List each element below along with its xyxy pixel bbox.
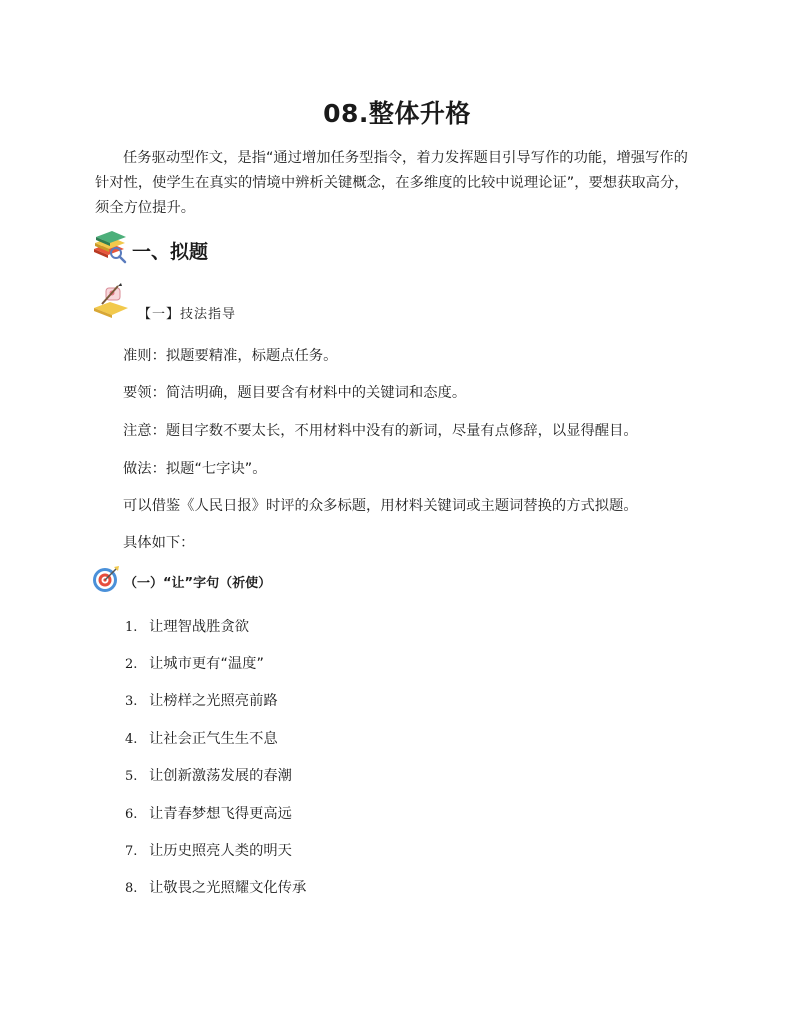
list-item: 4. 让社会正气生生不息 — [125, 731, 278, 747]
subsection-heading-2 — [92, 565, 271, 597]
pen-notebook-icon — [92, 282, 130, 324]
paragraph-details: 具体如下： — [123, 535, 195, 551]
subsection-heading-1 — [92, 282, 236, 324]
intro-paragraph: 任务驱动型作文，是指“通过增加任务型指令，着力发挥题目引导写作的功能，增强写作的针对性，使学生在真实的情境中辨析关键概念，在多维度的比较中说理论证”，要想获取高分，须全方位提升。 — [95, 150, 689, 216]
subsection-heading-text: （一）“让”字句（祈使） — [124, 575, 272, 591]
paragraph-notice: 注意：题目字数不要太长，不用材料中没有的新词，尽量有点修辞，以显得醒目。 — [123, 423, 638, 439]
paragraph-key-points: 要领：简洁明确，题目要含有材料中的关键词和态度。 — [123, 385, 467, 401]
section-heading-text: 一、拟题 — [132, 240, 209, 263]
list-item: 5. 让创新激荡发展的春潮 — [125, 768, 292, 784]
section-heading-1 — [92, 230, 208, 270]
list-item: 6. 让青春梦想飞得更高远 — [125, 806, 292, 822]
paragraph-reference: 可以借鉴《人民日报》时评的众多标题，用材料关键词或主题词替换的方式拟题。 — [123, 498, 638, 514]
page-title: 08.整体升格 — [323, 99, 471, 128]
list-item: 7. 让历史照亮人类的明天 — [125, 843, 292, 859]
books-magnifier-icon — [92, 231, 128, 269]
list-item: 1. 让理智战胜贪欲 — [125, 619, 250, 635]
list-item: 8. 让敬畏之光照耀文化传承 — [125, 880, 307, 896]
paragraph-method: 做法：拟题“七字诀”。 — [123, 461, 267, 477]
target-icon — [92, 565, 120, 597]
list-item: 2. 让城市更有“温度” — [125, 656, 264, 672]
paragraph-rule: 准则：拟题要精准，标题点任务。 — [123, 348, 338, 364]
list-item: 3. 让榜样之光照亮前路 — [125, 693, 278, 709]
subsection-heading-text: 【一】技法指导 — [138, 307, 237, 322]
